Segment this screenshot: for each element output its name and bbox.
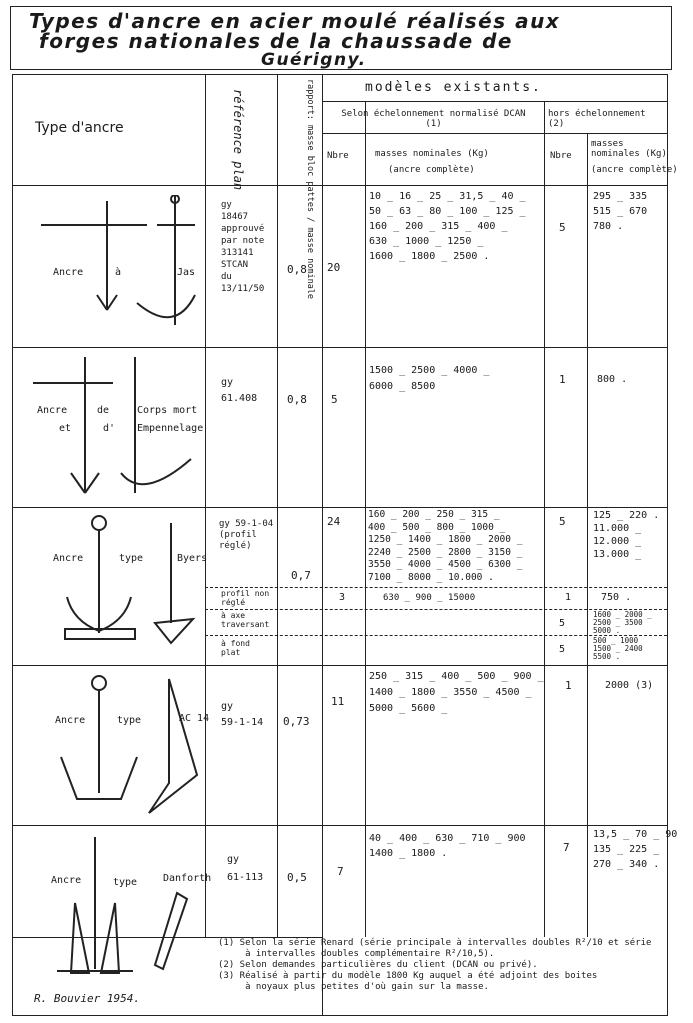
row-1-masses-hors: 295 _ 335 515 _ 670 780 . (593, 191, 648, 232)
header-masses-nominales-hors: masses nominales (Kg) (591, 139, 667, 159)
row-4-masses-hors: 2000 (3) (605, 680, 654, 691)
anchor-corps-mort-label-3: Corps mort (137, 405, 198, 416)
row-1-reference: gy 18467 approuvé par note 313141 STCAN du 13/11/50 (221, 200, 265, 294)
row-3c-reference: à fond plat (221, 639, 250, 657)
row-3-nbre: 24 (327, 515, 341, 528)
header-reference-plan: référence plan (231, 89, 245, 191)
anchor-byers-label-2: type (119, 553, 144, 564)
header-masses-nominales: masses nominales (Kg) (375, 149, 489, 159)
anchor-byers-label-1: Ancre (53, 553, 84, 564)
row-5-reference: gy 61-113 (227, 854, 264, 883)
row-3-masses-hors: 125 _ 220 . 11.000 _ 12.000 _ 13.000 _ (593, 510, 660, 560)
row-2-nbre-hors: 1 (559, 373, 566, 386)
anchor-table (12, 74, 678, 1016)
row-5-masses: 40 _ 400 _ 630 _ 710 _ 900 1400 _ 1800 . (369, 833, 526, 859)
row-2-reference: gy 61.408 (221, 377, 258, 404)
anchor-corps-mort-label-5: d' (103, 423, 116, 434)
header-rapport: rapport: masse bloc pattes / masse nominale (305, 79, 315, 300)
row-3-reference: gy 59-1-04 (profil réglé) (219, 519, 274, 551)
row-1-rapport: 0,8 (287, 263, 307, 276)
row-5-nbre-hors: 7 (563, 841, 570, 854)
header-nbre: Nbre (327, 151, 349, 161)
anchor-byers-label-3: Byers (177, 553, 208, 564)
title-line-1: Types d'ancre en acier moulé réalisés aux (29, 9, 561, 33)
row-3c-masses-hors: 500 _ 1000 1500 _ 2400 5500 . (593, 636, 643, 661)
row-4-nbre: 11 (331, 695, 345, 708)
row-2-rapport: 0,8 (287, 393, 307, 406)
anchor-ac14-drawing (39, 673, 204, 821)
anchor-jas-label-2: à (115, 267, 122, 278)
row-2-masses-hors: 800 . (597, 374, 628, 385)
row-3b-reference: à axe traversant (221, 611, 270, 629)
row-3a-nbre-hors: 1 (565, 592, 572, 603)
anchor-ac14-label-1: Ancre (55, 715, 86, 726)
title-line-3: Guérigny. (261, 50, 367, 70)
header-ancre-complete-hors: (ancre complète) (591, 165, 678, 175)
anchor-corps-mort-label-1: Ancre (37, 405, 68, 416)
row-3a-nbre: 3 (339, 592, 346, 603)
row-4-masses: 250 _ 315 _ 400 _ 500 _ 900 _ 1400 _ 1800 _ 3550 _ 4500 _ 5000 _ 5600 _ (369, 671, 544, 714)
row-2-masses: 1500 _ 2500 _ 4000 _ 6000 _ 8500 (369, 365, 490, 392)
anchor-jas-label-3: Jas (177, 267, 196, 278)
anchor-jas-label-1: Ancre (53, 267, 84, 278)
row-3a-masses: 630 _ 900 _ 15000 (383, 593, 476, 603)
row-1-masses: 10 _ 16 _ 25 _ 31,5 _ 40 _ 50 _ 63 _ 80 _ 100 _ 125 _ 160 _ 200 _ 315 _ 400 _ 630 _ 1000 _ 1250 _ 1600 _ 1800 _ 2500 . (369, 191, 526, 262)
anchor-jas-drawing (27, 195, 197, 335)
anchor-corps-mort-label-2: de (97, 405, 110, 416)
header-hors: hors échelonnement (2) (548, 109, 646, 129)
row-3b-nbre-hors: 5 (559, 618, 566, 629)
row-3-rapport: 0,7 (291, 569, 311, 582)
row-3b-masses-hors: 1600 _ 2000 _ 2500 _ 3500 5000 . (593, 610, 652, 635)
row-5-nbre: 7 (337, 865, 344, 878)
row-3a-masses-hors: 750 . (601, 592, 632, 603)
anchor-byers-drawing (43, 513, 203, 661)
row-4-rapport: 0,73 (283, 715, 310, 728)
row-1-nbre: 20 (327, 261, 341, 274)
row-1-nbre-hors: 5 (559, 221, 566, 234)
footnotes: (1) Selon la série Renard (série principale à intervalles doubles R²/10 et série à intervalles doubles complémentaire R²/10,5). (2) Selon demandes particulières du client (DCAN ou privé). (3) Réalisé à partir du modèle 1800 Kg auquel a été adjoint des boites à noyaux plus petites d'où gain sur la masse. (218, 938, 652, 992)
row-4-nbre-hors: 1 (565, 679, 572, 692)
row-2-nbre: 5 (331, 393, 338, 406)
signature: R. Bouvier 1954. (34, 992, 140, 1005)
row-5-rapport: 0,5 (287, 871, 307, 884)
row-3-nbre-hors: 5 (559, 515, 566, 528)
header-type-ancre: Type d'ancre (35, 120, 124, 136)
row-3c-nbre-hors: 5 (559, 644, 566, 655)
header-selon: Selon échelonnement normalisé DCAN (1) (341, 109, 526, 129)
anchor-corps-mort-label-4: et (59, 423, 72, 434)
anchor-danforth-label-1: Ancre (51, 875, 82, 886)
header-nbre-hors: Nbre (550, 151, 572, 161)
anchor-ac14-label-2: type (117, 715, 142, 726)
anchor-danforth-label-2: type (113, 877, 138, 888)
title-box (10, 6, 672, 70)
anchor-danforth-drawing (37, 833, 205, 983)
row-5-masses-hors: 13,5 _ 70 _ 90 135 _ 225 _ 270 _ 340 . (593, 829, 678, 870)
row-4-reference: gy 59-1-14 (221, 701, 264, 728)
header-ancre-complete: (ancre complète) (388, 165, 475, 175)
row-3a-reference: profil non réglé (221, 589, 270, 607)
header-modeles: modèles existants. (365, 80, 542, 95)
row-3-masses: 160 _ 200 _ 250 _ 315 _ 400 _ 500 _ 800 _ 1000 _ 1250 _ 1400 _ 1800 _ 2000 _ 2240 _ 2500 _ 2800 _ 3150 _ 3550 _ 4000 _ 4500 _ 6300 _ 7100 _ 8000 _ 10.000 . (368, 509, 523, 583)
anchor-danforth-label-3: Danforth (163, 873, 212, 884)
anchor-ac14-label-3: AC 14 (179, 713, 210, 724)
title-line-2: forges nationales de la chaussade de (39, 29, 513, 53)
anchor-corps-mort-label-6: Empennelage (137, 423, 204, 434)
